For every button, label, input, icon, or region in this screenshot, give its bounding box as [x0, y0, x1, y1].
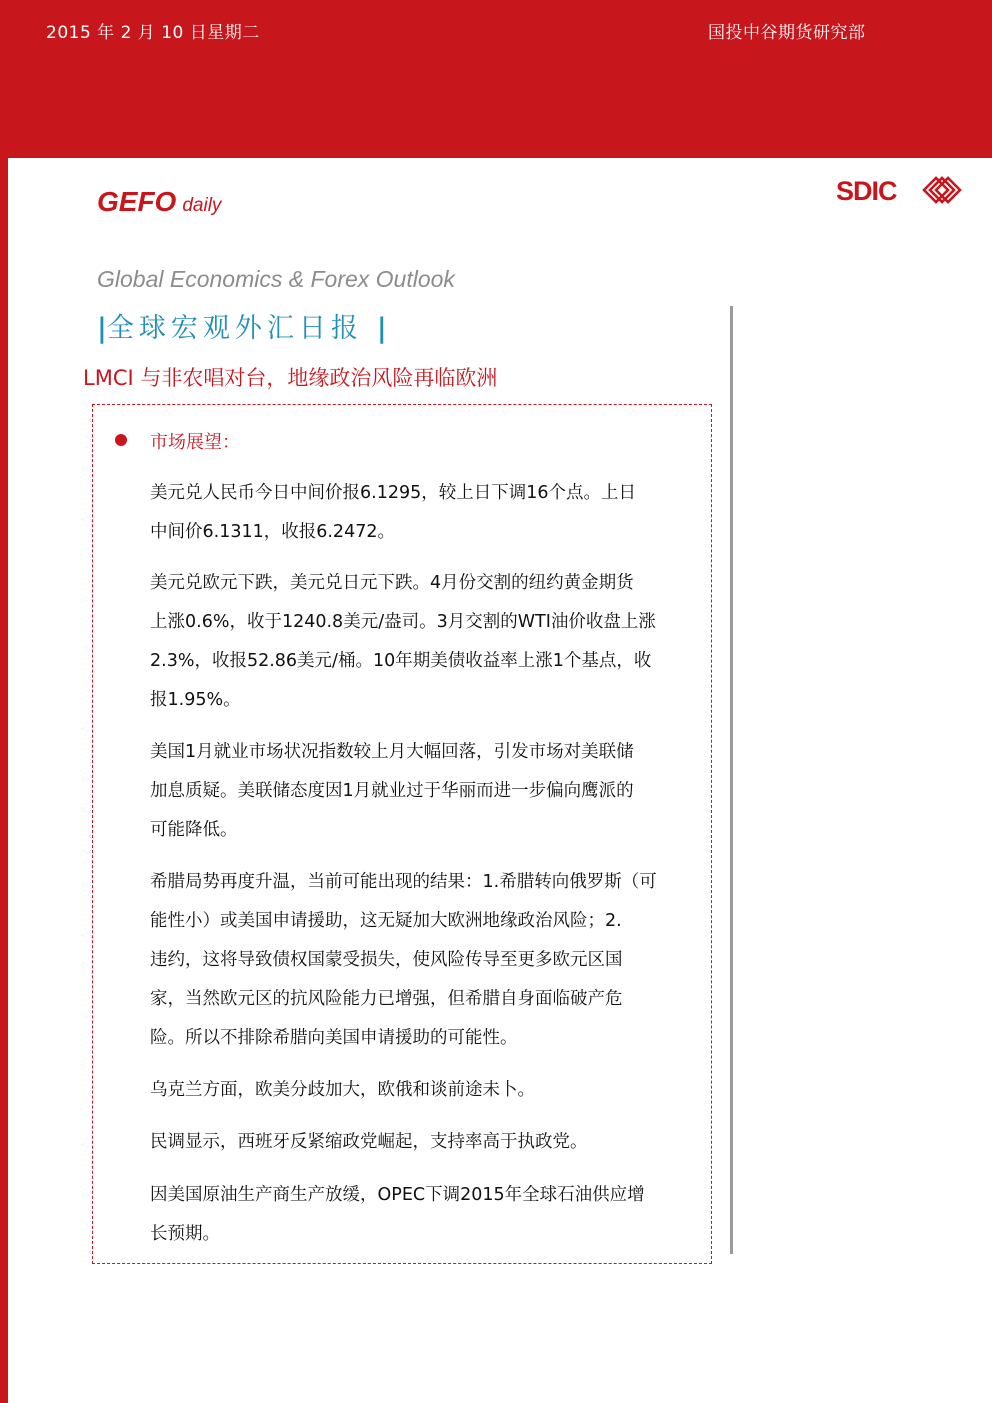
- paragraph-line: 报1.95%。: [150, 690, 241, 710]
- paragraph-line: 乌克兰方面，欧美分歧加大，欧俄和谈前途未卜。: [150, 1080, 535, 1100]
- paragraph-us-employment: [150, 733, 706, 850]
- organization-name: 国投中谷期货研究部: [708, 23, 866, 43]
- vertical-divider: [730, 306, 733, 1254]
- title-text: 全球宏观外汇日报: [106, 313, 363, 344]
- paragraph-line: 因美国原油生产商生产放缓，OPEC下调2015年全球石油供应增: [150, 1185, 645, 1205]
- paragraph-line: 希腊局势再度升温，当前可能出现的结果：1.希腊转向俄罗斯（可: [150, 872, 657, 892]
- left-accent-bar: [0, 158, 8, 1403]
- brand-suffix: daily: [182, 195, 222, 216]
- report-date: 2015 年 2 月 10 日星期二: [46, 23, 260, 43]
- paragraph-ukraine: [150, 1071, 706, 1110]
- title-bar-left: |: [97, 313, 107, 344]
- paragraph-line: 可能降低。: [150, 820, 238, 840]
- paragraph-line: 家，当然欧元区的抗风险能力已增强，但希腊自身面临破产危: [150, 989, 623, 1009]
- section-title: 市场展望：: [150, 432, 240, 453]
- paragraph-line: 上涨0.6%，收于1240.8美元/盎司。3月交割的WTI油价收盘上涨: [150, 612, 656, 632]
- paragraph-line: 能性小）或美国申请援助，这无疑加大欧洲地缘政治风险；2.: [150, 911, 622, 931]
- brand-name: GEFO: [97, 186, 177, 217]
- brand-wordmark: [97, 186, 221, 218]
- paragraph-opec: [150, 1176, 706, 1254]
- headline: LMCI 与非农唱对台，地缘政治风险再临欧洲: [83, 366, 498, 390]
- paragraph-spain: [150, 1123, 706, 1162]
- title-bar-right: |: [376, 313, 387, 344]
- bullet-icon: [115, 434, 127, 446]
- paragraph-line: 2.3%，收报52.86美元/桶。10年期美债收益率上涨1个基点，收: [150, 651, 652, 671]
- sdic-logo-icon: [836, 172, 964, 208]
- paragraph-markets: [150, 564, 706, 720]
- paragraph-line: 违约，这将导致债权国蒙受损失，使风险传导至更多欧元区国: [150, 950, 623, 970]
- paragraph-line: 美元兑人民币今日中间价报6.1295，较上日下调16个点。上日: [150, 483, 636, 503]
- paragraph-line: 险。所以不排除希腊向美国申请援助的可能性。: [150, 1028, 518, 1048]
- paragraph-line: 美元兑欧元下跌，美元兑日元下跌。4月份交割的纽约黄金期货: [150, 573, 634, 593]
- svg-text:SDIC: SDIC: [836, 176, 897, 206]
- paragraph-greece: [150, 863, 706, 1058]
- paragraph-line: 民调显示，西班牙反紧缩政党崛起，支持率高于执政党。: [150, 1132, 588, 1152]
- report-title: [97, 306, 387, 345]
- paragraph-line: 中间价6.1311，收报6.2472。: [150, 522, 395, 542]
- paragraph-line: 加息质疑。美联储态度因1月就业过于华丽而进一步偏向鹰派的: [150, 781, 634, 801]
- english-subtitle: Global Economics & Forex Outlook: [97, 266, 455, 292]
- paragraph-line: 美国1月就业市场状况指数较上月大幅回落，引发市场对美联储: [150, 742, 634, 762]
- paragraph-rmb: [150, 474, 706, 552]
- paragraph-line: 长预期。: [150, 1224, 220, 1244]
